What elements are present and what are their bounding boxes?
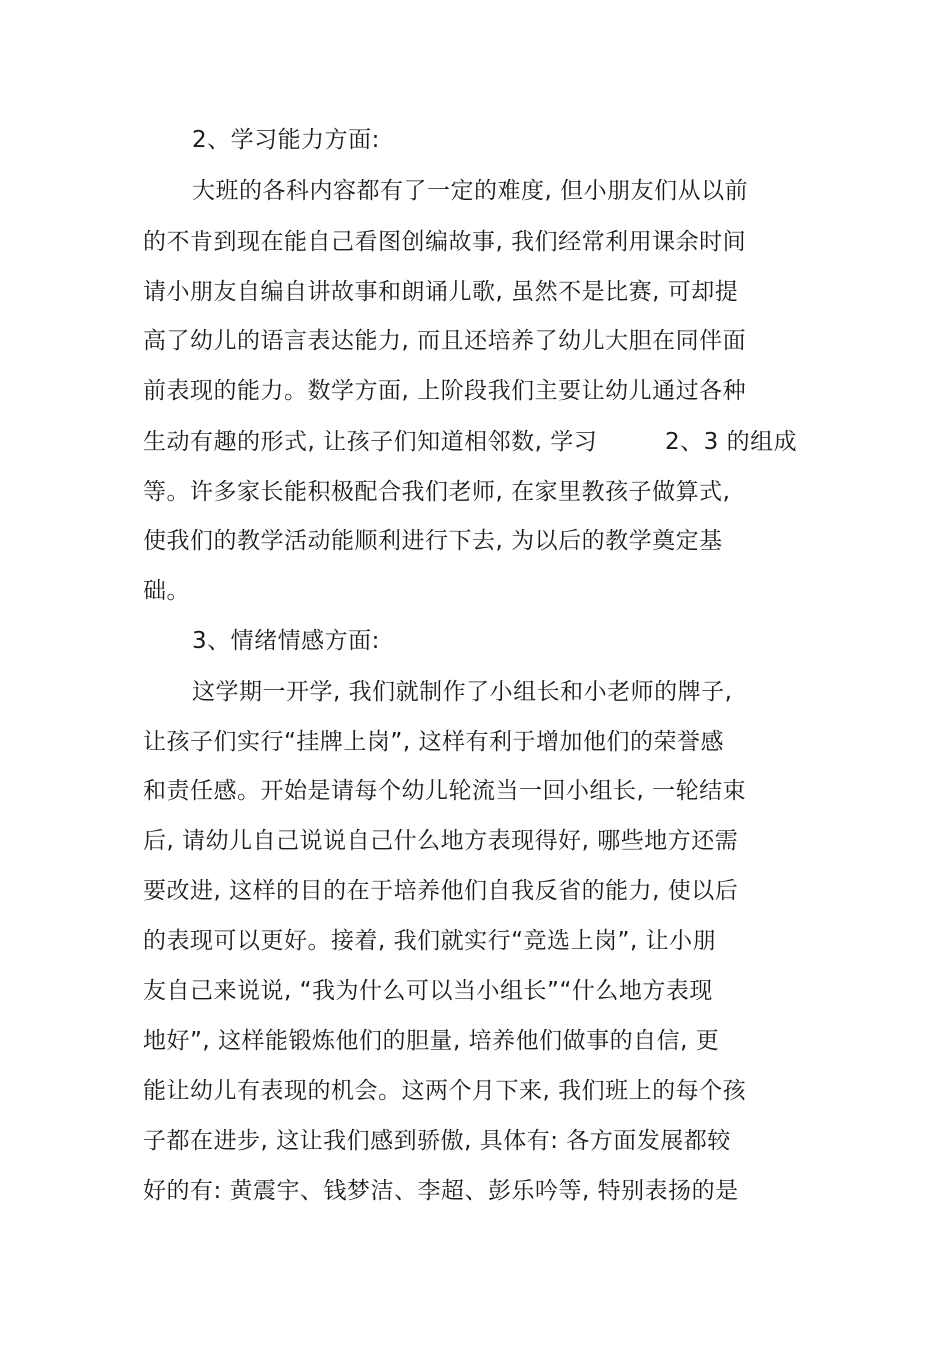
paragraph-line: 前表现的能力。数学方面, 上阶段我们主要让幼儿通过各种 bbox=[143, 378, 747, 404]
paragraph-line: 和责任感。开始是请每个幼儿轮流当一回小组长, 一轮结束 bbox=[143, 778, 747, 804]
paragraph-line: 友自己来说说, “我为什么可以当小组长”“什么地方表现 bbox=[143, 978, 713, 1004]
paragraph-line: 的表现可以更好。接着, 我们就实行“竞选上岗”, 让小朋 bbox=[143, 928, 717, 954]
section-heading-learning: 2、学习能力方面: bbox=[192, 127, 380, 153]
paragraph-line: 后, 请幼儿自己说说自己什么地方表现得好, 哪些地方还需 bbox=[143, 828, 739, 854]
paragraph-line: 好的有: 黄震宇、钱梦洁、李超、彭乐吟等, 特别表扬的是 bbox=[143, 1178, 739, 1204]
paragraph-line: 让孩子们实行“挂牌上岗”, 这样有利于增加他们的荣誉感 bbox=[143, 729, 724, 755]
paragraph-line: 的不肯到现在能自己看图创编故事, 我们经常利用课余时间 bbox=[143, 229, 747, 255]
paragraph-line: 地好”, 这样能锻炼他们的胆量, 培养他们做事的自信, 更 bbox=[143, 1028, 720, 1054]
paragraph-line: 请小朋友自编自讲故事和朗诵儿歌, 虽然不是比赛, 可却提 bbox=[143, 279, 739, 305]
section-heading-emotion: 3、情绪情感方面: bbox=[192, 628, 380, 654]
paragraph-line: 使我们的教学活动能顺利进行下去, 为以后的教学奠定基 bbox=[143, 528, 723, 554]
paragraph-line: 这学期一开学, 我们就制作了小组长和小老师的牌子, bbox=[192, 679, 733, 705]
paragraph-line: 大班的各科内容都有了一定的难度, 但小朋友们从以前 bbox=[192, 178, 749, 204]
paragraph-line: 能让幼儿有表现的机会。这两个月下来, 我们班上的每个孩 bbox=[143, 1078, 747, 1104]
paragraph-line-tail: 2、3 的组成 bbox=[665, 429, 798, 455]
paragraph-line: 子都在进步, 这让我们感到骄傲, 具体有: 各方面发展都较 bbox=[143, 1128, 731, 1154]
paragraph-line: 等。许多家长能积极配合我们老师, 在家里教孩子做算式, bbox=[143, 479, 731, 505]
paragraph-line: 要改进, 这样的目的在于培养他们自我反省的能力, 使以后 bbox=[143, 878, 739, 904]
paragraph-line: 高了幼儿的语言表达能力, 而且还培养了幼儿大胆在同伴面 bbox=[143, 328, 747, 354]
paragraph-line: 础。 bbox=[143, 578, 190, 604]
paragraph-line: 生动有趣的形式, 让孩子们知道相邻数, 学习 bbox=[143, 429, 598, 455]
